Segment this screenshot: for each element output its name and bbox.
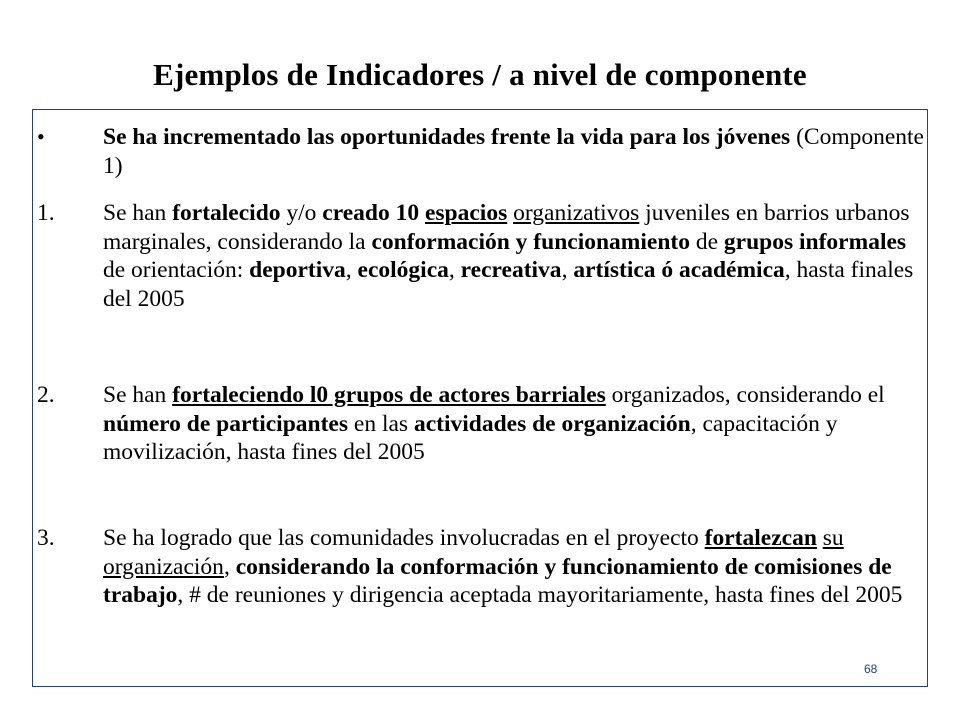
text: , # de reuniones y dirigencia aceptada mayoritariamente, hasta fines del 2005 — [177, 582, 903, 608]
list-item-2 — [37, 381, 925, 467]
underlined-bold-text: fortalezcan — [704, 525, 817, 551]
bullet-marker: • — [37, 124, 45, 149]
text: organizados, considerando el — [605, 382, 885, 408]
bullet-item — [37, 123, 925, 180]
underlined-text: su organización — [103, 525, 844, 580]
underlined-text: organizativos — [513, 200, 640, 226]
text: , hasta finales del 2005 — [103, 257, 914, 312]
text: Se han — [103, 200, 173, 226]
page-number: 68 — [864, 662, 878, 676]
text: y/o — [280, 200, 323, 226]
underlined-bold-text: espacios — [424, 200, 508, 226]
text: de — [689, 228, 724, 255]
bullet-text: (Componente 1) — [103, 124, 924, 179]
bold-text: conformación y funcionamiento — [371, 228, 690, 255]
bold-text: actividades de organización — [413, 410, 691, 437]
text: , — [448, 257, 461, 283]
text: , — [561, 257, 574, 283]
list-item-3 — [37, 524, 925, 610]
list-marker: 1. — [37, 200, 55, 226]
text: en las — [348, 410, 414, 437]
bold-text: considerando la conformación y funcionamiento de comisiones de trabajo — [103, 553, 892, 608]
bold-text: creado 10 — [322, 200, 425, 226]
text: , — [223, 553, 236, 580]
text: Se han — [103, 382, 173, 408]
text: juveniles en barrios urbanos marginales, considerando la — [103, 200, 910, 255]
bold-text: recreativa — [460, 257, 562, 283]
text: de orientación: — [103, 257, 250, 283]
list-marker: 3. — [37, 525, 55, 551]
bold-text: ecológica — [357, 257, 449, 283]
bold-text: artística ó académica — [573, 257, 785, 283]
bullet-bold-text: Se ha incrementado las oportunidades frente la vida para los jóvenes — [103, 124, 791, 150]
bold-text: número de participantes — [103, 410, 349, 437]
slide-title: Ejemplos de Indicadores / a nivel de componente — [153, 57, 807, 92]
list-marker: 2. — [37, 382, 55, 408]
text: Se ha logrado que las comunidades involucradas en el proyecto — [103, 525, 705, 551]
list-item-1 — [37, 199, 925, 313]
text: , — [345, 257, 358, 283]
underlined-bold-text: fortaleciendo l0 grupos de actores barriales — [172, 382, 606, 408]
text: , capacitación y movilización, hasta fines del 2005 — [103, 410, 838, 465]
bold-text: fortalecido — [172, 200, 281, 226]
bold-text: grupos informales — [723, 228, 907, 255]
bold-text: deportiva — [249, 257, 346, 283]
